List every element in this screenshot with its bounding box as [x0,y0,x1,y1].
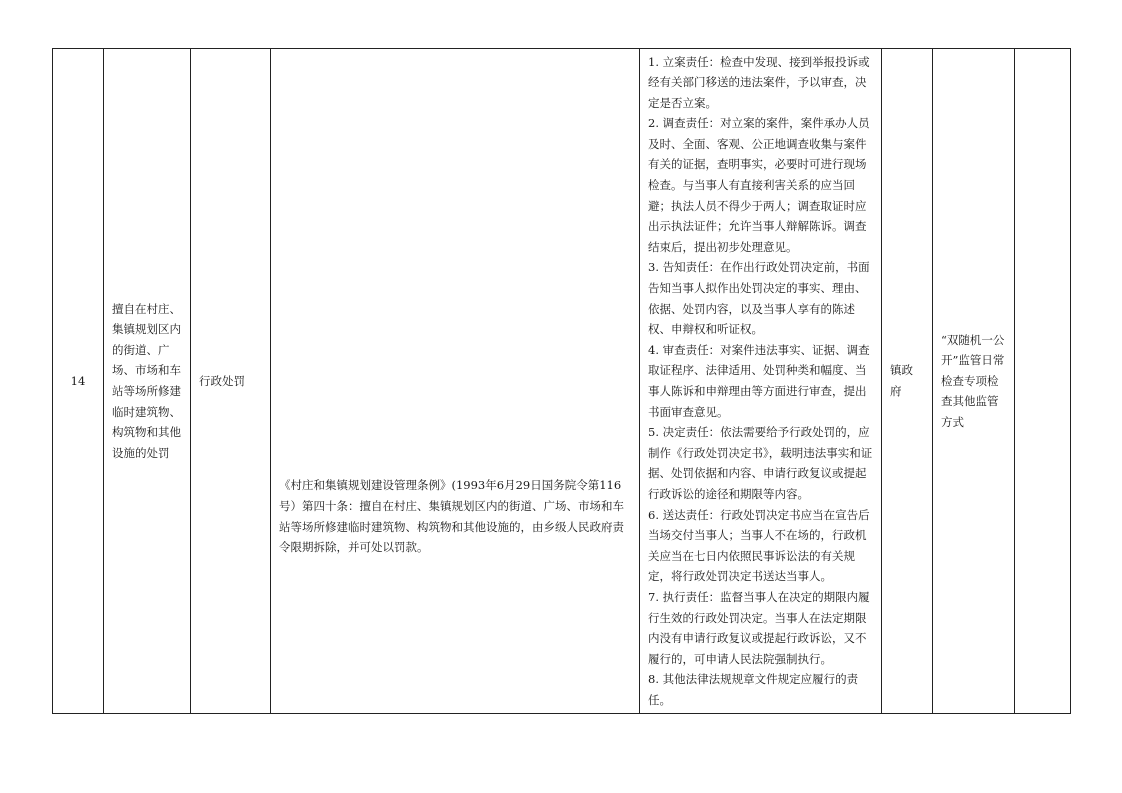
responsibility-item: 2. 调查责任：对立案的案件，案件承办人员及时、全面、客观、公正地调查收集与案件有关的证据，查明事实，必要时可进行现场检查。与当事人有直接利害关系的应当回避；执法人员不得少于两人；调查取证时应出示执法证件；允许当事人辩解陈诉。调查结束后，提出初步处理意见。 [648,116,870,254]
responsibility-item: 8. 其他法律法规规章文件规定应履行的责任。 [648,672,859,707]
department: 镇政府 [882,49,933,714]
responsibility-item: 6. 送达责任：行政处罚决定书应当在宣告后当场交付当事人；当事人不在场的，行政机关应当在七日内依照民事诉讼法的有关规定，将行政处罚决定书送达当事人。 [648,507,870,584]
power-type: 行政处罚 [191,49,271,714]
responsibility-item: 5. 决定责任：依法需要给予行政处罚的，应制作《行政处罚决定书》，载明违法事实和证据、处罚依据和内容、申请行政复议或提起行政诉讼的途径和期限等内容。 [648,425,873,501]
row-number: 14 [53,49,104,714]
responsibility-item: 3. 告知责任：在作出行政处罚决定前，书面告知当事人拟作出处罚决定的事实、理由、依据、处罚内容，以及当事人享有的陈述权、申辩权和听证权。 [648,260,870,337]
empty-cell [1015,49,1071,714]
responsibility-item: 7. 执行责任：监督当事人在决定的期限内履行生效的行政处罚决定。当事人在法定期限内没有申请行政复议或提起行政诉讼，又不履行的，可申请人民法院强制执行。 [648,589,870,666]
legal-basis: 《村庄和集镇规划建设管理条例》(1993年6月29日国务院令第116号）第四十条：擅自在村庄、集镇规划区内的街道、广场、市场和车站等场所修建临时建筑物、构筑物和其他设施的，由乡级人民政府责令限期拆除，并可处以罚款。 [279,478,624,555]
supervision-method: “双随机一公开”监管日常检查专项检查其他监管方式 [933,49,1015,714]
item-name: 擅自在村庄、集镇规划区内的街道、广场、市场和车站等场所修建临时建筑物、构筑物和其他设施的处罚 [104,49,191,714]
responsibility-item: 4. 审查责任：对案件违法事实、证据、调查取证程序、法律适用、处罚种类和幅度、当事人陈诉和申辩理由等方面进行审查，提出书面审查意见。 [648,342,870,419]
responsibility-item: 1. 立案责任：检查中发现、接到举报投诉或经有关部门移送的违法案件，予以审查，决定是否立案。 [648,54,870,110]
legal-basis-cell [271,49,640,714]
power-list-table [52,48,1071,714]
responsibilities-cell [640,49,882,714]
table-row [53,49,1071,714]
